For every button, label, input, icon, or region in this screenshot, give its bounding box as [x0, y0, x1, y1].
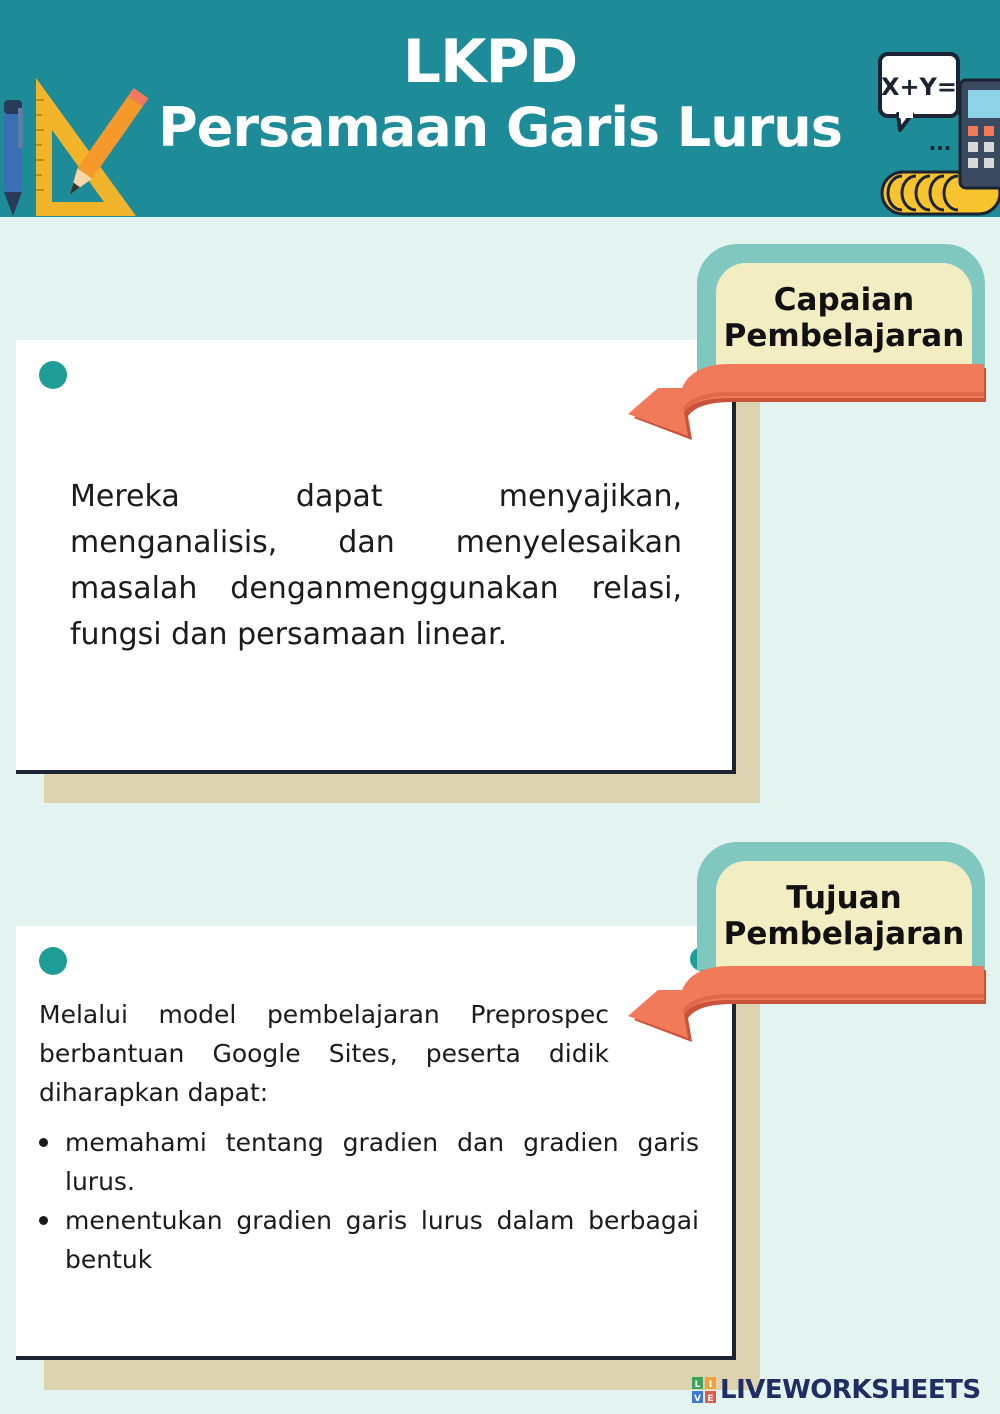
liveworksheets-logo-icon	[692, 1377, 716, 1403]
liveworksheets-logo[interactable]	[692, 1376, 981, 1404]
list-item	[39, 1123, 699, 1201]
tujuan-dot	[39, 947, 67, 975]
calculator-icon	[960, 80, 1000, 188]
capaian-arrow-icon	[622, 364, 988, 454]
page-title-line2: Persamaan Garis Lurus	[158, 96, 842, 159]
capaian-tab-line1: Capaian	[773, 281, 915, 318]
tujuan-arrow-icon	[622, 966, 988, 1056]
bullet-icon	[39, 1138, 48, 1147]
tujuan-intro: Melalui model pembelajaran Preprospec berbantuan Google Sites, peserta didik diharapkan dapat:	[39, 1000, 609, 1107]
svg-text:L: L	[694, 1380, 701, 1390]
tujuan-list	[39, 1123, 699, 1279]
page-title-line1: LKPD	[402, 27, 578, 97]
list-item	[39, 1201, 699, 1279]
math-decoration	[872, 50, 1000, 217]
capaian-text: Mereka dapat menyajikan, menganalisis, dan menyelesaikan masalah denganmenggunakan relasi, fungsi dan persamaan linear.	[70, 479, 682, 652]
capaian-tab	[716, 263, 972, 372]
liveworksheets-brand: LIVEWORKSHEETS	[720, 1375, 981, 1405]
equation-text: X+Y=	[880, 73, 958, 101]
svg-text:E: E	[707, 1394, 714, 1403]
list-item-text: menentukan gradien garis lurus dalam berbagai bentuk	[65, 1206, 699, 1274]
tujuan-tab-line1: Tujuan	[786, 879, 902, 916]
capaian-dot	[39, 361, 67, 389]
svg-text:V: V	[694, 1394, 701, 1403]
header-banner	[0, 0, 1000, 217]
list-item-text: memahami tentang gradien dan gradien garis lurus.	[65, 1128, 699, 1196]
tujuan-tab-line2: Pembelajaran	[723, 915, 965, 952]
svg-text:I: I	[708, 1380, 713, 1390]
bubble-dots: ...	[928, 131, 952, 155]
equation-bubble-icon	[880, 54, 958, 130]
bullet-icon	[39, 1216, 48, 1225]
tujuan-tab	[716, 861, 972, 970]
capaian-tab-line2: Pembelajaran	[723, 317, 965, 354]
